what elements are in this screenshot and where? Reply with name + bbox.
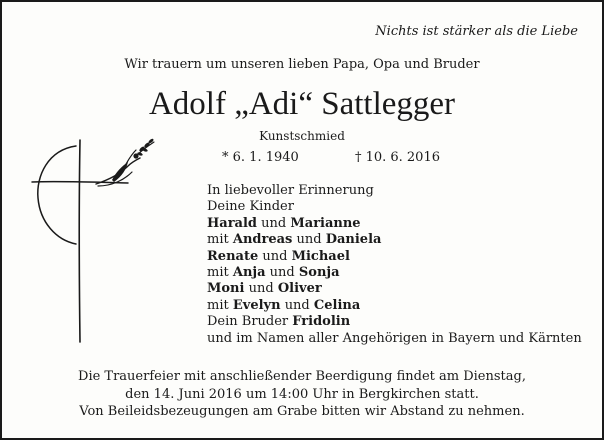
- birth-date: * 6. 1. 1940: [222, 150, 299, 165]
- conjunction: und: [284, 297, 310, 313]
- cross-with-dove-icon: [28, 136, 158, 351]
- deceased-name: Adolf „Adi“ Sattlegger: [148, 86, 456, 122]
- death-date: † 10. 6. 2016: [354, 150, 440, 165]
- family-line-relatives: und im Namen aller Angehörigen in Bayern und Kärnten: [207, 330, 582, 346]
- family-line-renate: [207, 249, 582, 265]
- family-line-children: Deine Kinder: [207, 199, 294, 215]
- family-line-brother: [207, 314, 582, 330]
- family-line-anja: [207, 265, 582, 281]
- name-sonja: Sonja: [298, 265, 340, 281]
- name-oliver: Oliver: [277, 281, 322, 297]
- name-celina: Celina: [313, 297, 361, 313]
- conjunction: und: [296, 232, 322, 248]
- name-michael: Michael: [291, 248, 350, 264]
- conjunction: und: [269, 265, 295, 281]
- name-moni: Moni: [207, 281, 245, 297]
- name-andreas: Andreas: [232, 232, 293, 248]
- name-renate: Renate: [207, 248, 259, 264]
- ceremony-info: [2, 368, 602, 421]
- conjunction: und: [248, 281, 274, 297]
- ceremony-line-3: Von Beileidsbezeugungen am Grabe bitten wir Abstand zu nehmen.: [79, 404, 525, 419]
- name-anja: Anja: [232, 265, 266, 281]
- conjunction: und: [262, 248, 288, 264]
- conjunction: und: [261, 215, 287, 231]
- ceremony-line-1: Die Trauerfeier mit anschließender Beerdigung findet am Dienstag,: [78, 369, 526, 384]
- name-fridolin: Fridolin: [292, 314, 351, 330]
- preposition: mit: [207, 297, 229, 313]
- name-evelyn: Evelyn: [232, 297, 281, 313]
- life-dates: [222, 150, 440, 165]
- family-line-remembrance: In liebevoller Erinnerung: [207, 183, 374, 198]
- brother-label: Dein Bruder: [207, 314, 289, 330]
- family-line-andreas: [207, 232, 582, 248]
- family-list: [207, 183, 582, 347]
- name-harald: Harald: [207, 215, 258, 231]
- family-line-moni: [207, 281, 582, 297]
- family-line-evelyn: [207, 298, 582, 314]
- name-daniela: Daniela: [325, 232, 382, 248]
- preposition: mit: [207, 232, 229, 248]
- profession: Kunstschmied: [259, 129, 345, 143]
- intro-line: Wir trauern um unseren lieben Papa, Opa und Bruder: [124, 57, 480, 72]
- motto: Nichts ist stärker als die Liebe: [375, 24, 578, 39]
- preposition: mit: [207, 265, 229, 281]
- ceremony-line-2: den 14. Juni 2016 um 14:00 Uhr in Bergkirchen statt.: [125, 386, 479, 402]
- family-line-harald: [207, 216, 582, 232]
- name-marianne: Marianne: [290, 215, 361, 231]
